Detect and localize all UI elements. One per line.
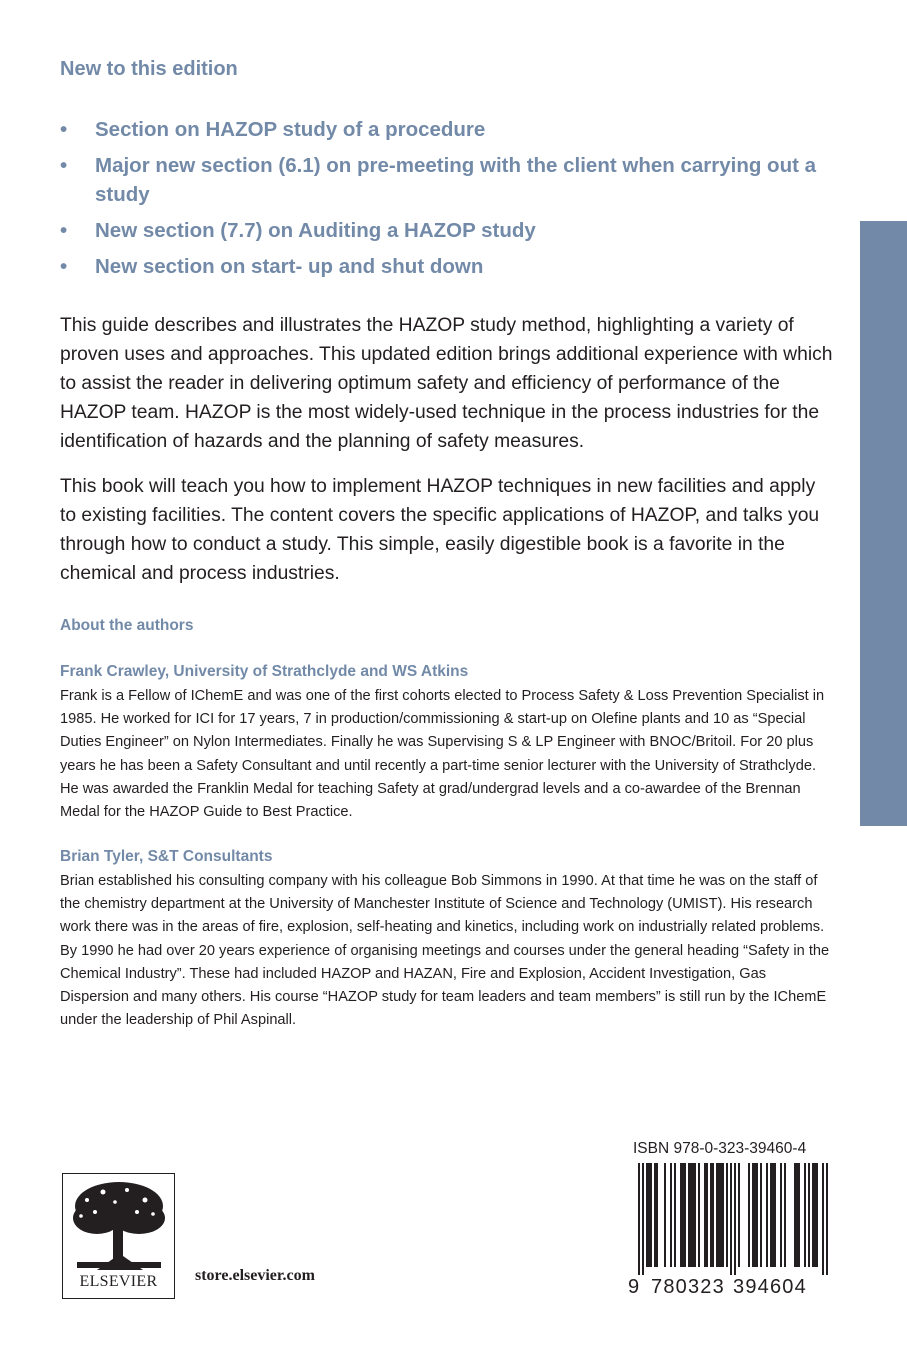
- about-authors-heading: About the authors: [60, 617, 194, 634]
- barcode-bar: [670, 1163, 672, 1267]
- barcode-bar: [748, 1163, 750, 1267]
- barcode-bar: [710, 1163, 712, 1267]
- barcode-bar: [756, 1163, 758, 1267]
- barcode-bar: [684, 1163, 686, 1267]
- barcode-bar: [780, 1163, 782, 1267]
- new-edition-heading: New to this edition: [60, 58, 238, 80]
- barcode-bar: [726, 1163, 728, 1267]
- bullet-icon: •: [60, 154, 68, 177]
- author-bio-tyler: Brian established his consulting company with his colleague Bob Simmons in 1990. At that time he was on the staff of the chemistry department at the University of Manchester Institute of Science and Technology (UMIST). His research work there was in the areas of fire, explosion, self-heating and kinetics, including work on industrially related problems. By 1990 he had over 20 years experience of organising meetings and courses under the general heading “Safety in the Chemical Industry”. These had included HAZOP and HAZAN, Fire and Explosion, Accident Investigation, Gas Dispersion and many others. His course “HAZOP study for team leaders and team members” is still run by the IChemE under the leadership of Phil Aspinall.: [60, 873, 830, 1029]
- barcode-bar: [766, 1163, 768, 1267]
- barcode-bar: [648, 1163, 650, 1267]
- barcode-bar: [664, 1163, 666, 1267]
- barcode-bar: [738, 1163, 740, 1267]
- barcode-bar: [698, 1163, 700, 1267]
- barcode-bar: [716, 1163, 718, 1267]
- barcode-left-digits: 780323: [651, 1276, 725, 1298]
- barcode-bar: [646, 1163, 648, 1267]
- author-name-crawley: Frank Crawley, University of Strathclyde and WS Atkins: [60, 663, 469, 680]
- barcode-bar: [712, 1163, 714, 1267]
- elsevier-logo: [62, 1173, 175, 1299]
- barcode-guard-bar: [826, 1163, 828, 1275]
- barcode-guard-bar: [730, 1163, 732, 1275]
- barcode-bar: [796, 1163, 798, 1267]
- barcode-bar: [772, 1163, 774, 1267]
- barcode-bar: [690, 1163, 692, 1267]
- elsevier-tree-icon: [67, 1178, 170, 1272]
- barcode-guard-bar: [638, 1163, 640, 1275]
- barcode-bar: [812, 1163, 814, 1267]
- barcode-bar: [718, 1163, 720, 1267]
- barcode-bar: [784, 1163, 786, 1267]
- barcode-bar: [706, 1163, 708, 1267]
- bullet-icon: •: [60, 118, 68, 141]
- barcode-bar: [694, 1163, 696, 1267]
- store-url-link[interactable]: store.elsevier.com: [195, 1267, 315, 1284]
- barcode-bar: [656, 1163, 658, 1267]
- barcode-bar: [704, 1163, 706, 1267]
- barcode-bar: [654, 1163, 656, 1267]
- barcode-bar: [774, 1163, 776, 1267]
- barcode-bar: [814, 1163, 816, 1267]
- side-color-tab: [860, 221, 907, 826]
- barcode-right-digits: 394604: [733, 1276, 807, 1298]
- barcode-bar: [808, 1163, 810, 1267]
- description-paragraph-1: This guide describes and illustrates the HAZOP study method, highlighting a variety of proven uses and approaches. This updated edition brings additional experience with which to assist the reader in delivering optimum safety and efficiency of performance of the HAZOP team. HAZOP is the most widely-used technique in the process industries for the identification of hazards and the planning of safety measures.: [60, 315, 833, 452]
- barcode: [626, 1163, 828, 1303]
- bullet-icon: •: [60, 219, 68, 242]
- barcode-bar: [692, 1163, 694, 1267]
- logo-wordmark: ELSEVIER: [79, 1273, 158, 1290]
- list-item: • Major new section (6.1) on pre-meeting with the client when carrying out a study: [60, 151, 830, 209]
- barcode-bars: [626, 1163, 828, 1275]
- barcode-bar: [680, 1163, 682, 1267]
- barcode-bar: [752, 1163, 754, 1267]
- barcode-bar: [770, 1163, 772, 1267]
- list-item: • New section on start- up and shut down: [60, 252, 830, 281]
- description-paragraph-2: This book will teach you how to implement HAZOP techniques in new facilities and apply to existing facilities. The content covers the specific applications of HAZOP, and talks you through how to conduct a study. This simple, easily digestible book is a favorite in the chemical and process industries.: [60, 476, 820, 584]
- new-edition-list: [60, 115, 830, 288]
- barcode-bar: [722, 1163, 724, 1267]
- barcode-bar: [682, 1163, 684, 1267]
- barcode-bar: [816, 1163, 818, 1267]
- isbn-label: ISBN 978-0-323-39460-4: [633, 1140, 807, 1157]
- list-item: • New section (7.7) on Auditing a HAZOP study: [60, 216, 830, 245]
- barcode-bar: [650, 1163, 652, 1267]
- bullet-icon: •: [60, 255, 68, 278]
- barcode-bar: [674, 1163, 676, 1267]
- author-name-tyler: Brian Tyler, S&T Consultants: [60, 848, 273, 865]
- list-item: • Section on HAZOP study of a procedure: [60, 115, 830, 144]
- barcode-guard-bar: [642, 1163, 644, 1275]
- author-bio-crawley: Frank is a Fellow of IChemE and was one of the first cohorts elected to Process Safety & Loss Prevention Specialist in 1985. He worked for ICI for 17 years, 7 in production/commissioning & start-up on Olefine plants and 10 as “Special Duties Engineer” on Nylon Intermediates. Finally he was Supervising S & LP Engineer with BNOC/Britoil. For 20 plus years he has been a Safety Consultant and until recently a part-time senior lecturer with the University of Strathclyde. He was awarded the Franklin Medal for teaching Safety at grad/undergrad levels and a co-awardee of the Brennan Medal for the HAZOP Guide to Best Practice.: [60, 688, 825, 821]
- barcode-bar: [798, 1163, 800, 1267]
- barcode-first-digit: 9: [628, 1276, 641, 1298]
- barcode-bar: [720, 1163, 722, 1267]
- barcode-bar: [794, 1163, 796, 1267]
- barcode-bar: [754, 1163, 756, 1267]
- barcode-bar: [804, 1163, 806, 1267]
- barcode-guard-bar: [822, 1163, 824, 1275]
- barcode-guard-bar: [734, 1163, 736, 1275]
- barcode-bar: [760, 1163, 762, 1267]
- barcode-bar: [688, 1163, 690, 1267]
